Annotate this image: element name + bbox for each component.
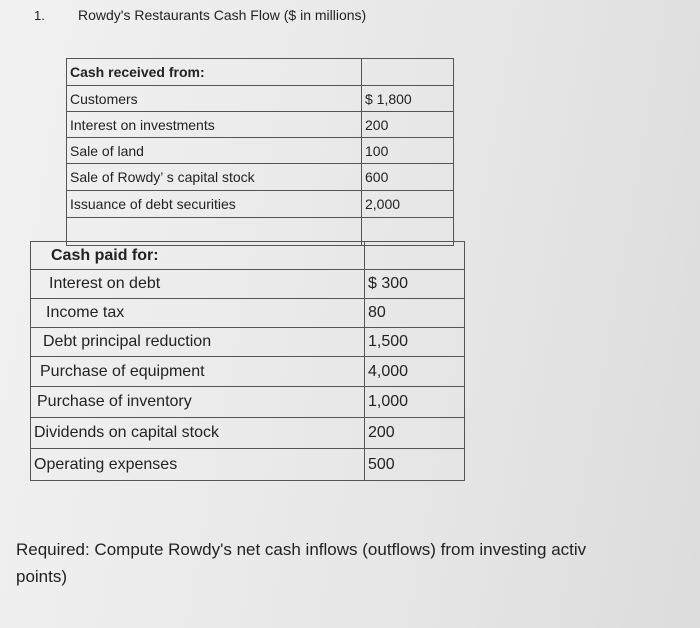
- row-label: Sale of land: [67, 138, 362, 164]
- row-value: $ 1,800: [362, 86, 454, 112]
- table-row: [67, 164, 454, 191]
- table-row: [31, 299, 465, 328]
- row-label: Dividends on capital stock: [31, 418, 365, 449]
- table-row: [31, 449, 465, 481]
- row-value: 2,000: [362, 191, 454, 218]
- cash-paid-table: [30, 241, 465, 481]
- table-row: [67, 138, 454, 164]
- value-cell: [362, 59, 454, 86]
- row-label: Interest on debt: [31, 270, 365, 299]
- value-cell: [365, 242, 465, 270]
- required-line-1: Required: Compute Rowdy's net cash inflows (outflows) from investing activ: [16, 540, 587, 559]
- cash-received-table: [66, 58, 454, 246]
- table-row: [67, 112, 454, 138]
- row-value: 80: [365, 299, 465, 328]
- table-row: [67, 59, 454, 86]
- table-row: [31, 328, 465, 357]
- table-row: [31, 242, 465, 270]
- row-value: 1,000: [365, 387, 465, 418]
- table-row: [31, 357, 465, 387]
- table-row: [67, 86, 454, 112]
- table-row: [31, 270, 465, 299]
- row-label: Operating expenses: [31, 449, 365, 481]
- row-label: Purchase of equipment: [31, 357, 365, 387]
- row-value: 100: [362, 138, 454, 164]
- row-label: Income tax: [31, 299, 365, 328]
- row-value: 200: [365, 418, 465, 449]
- page-title: Rowdy's Restaurants Cash Flow ($ in millions): [78, 7, 367, 23]
- row-label: Issuance of debt securities: [67, 191, 362, 218]
- row-label: Debt principal reduction: [31, 328, 365, 357]
- row-label: Sale of Rowdy’ s capital stock: [67, 164, 362, 191]
- row-label: Interest on investments: [67, 112, 362, 138]
- row-value: 600: [362, 164, 454, 191]
- table-heading: Cash paid for:: [31, 242, 365, 270]
- row-value: $ 300: [365, 270, 465, 299]
- table-row: [31, 387, 465, 418]
- required-line-2: points): [16, 567, 68, 586]
- table-row: [67, 191, 454, 218]
- required-text: [16, 536, 586, 590]
- row-label: Customers: [67, 86, 362, 112]
- row-value: 500: [365, 449, 465, 481]
- row-value: 4,000: [365, 357, 465, 387]
- row-label: Purchase of inventory: [31, 387, 365, 418]
- row-value: 1,500: [365, 328, 465, 357]
- question-number: 1.: [34, 8, 45, 23]
- row-value: 200: [362, 112, 454, 138]
- table-row: [31, 418, 465, 449]
- table-heading: Cash received from:: [67, 59, 362, 86]
